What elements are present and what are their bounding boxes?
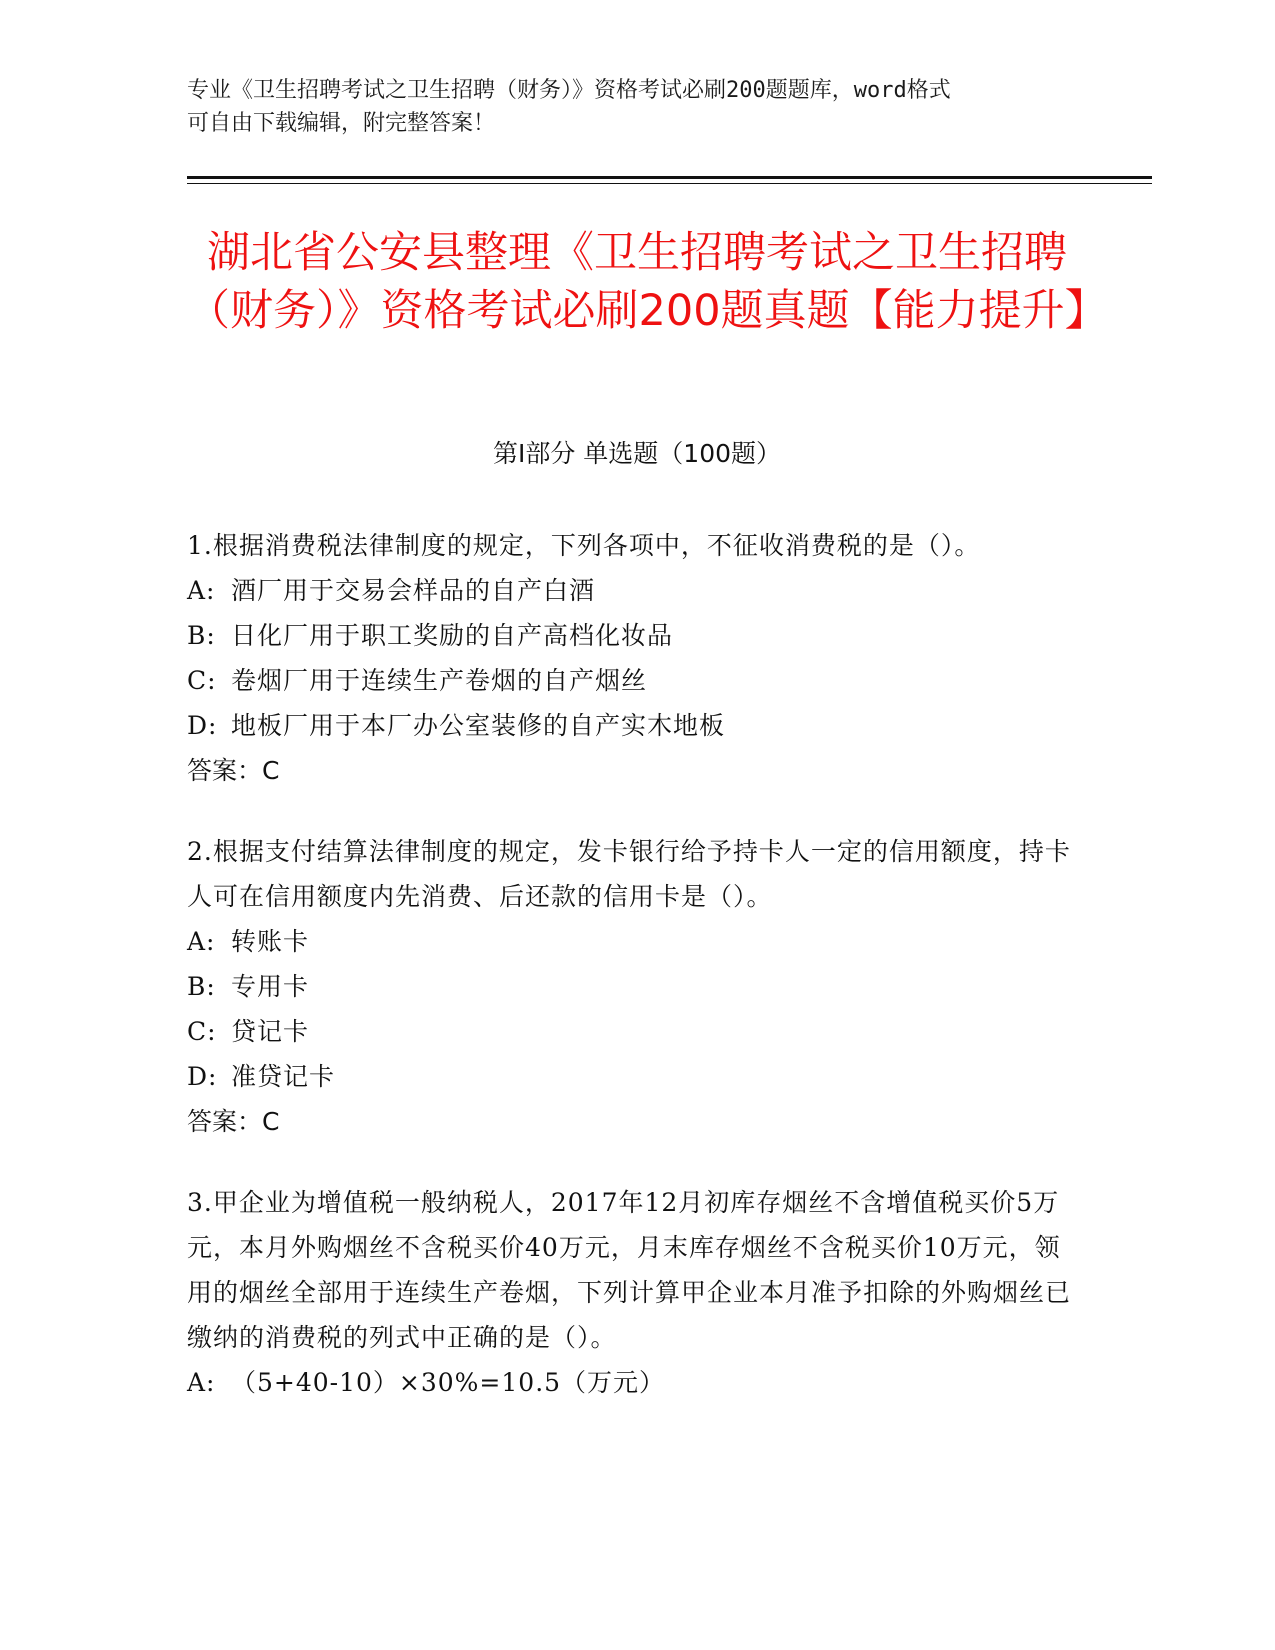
option-text: 地板厂用于本厂办公室装修的自产实木地板 xyxy=(231,711,726,740)
option-text: 专用卡 xyxy=(231,972,310,1001)
option-text: 准贷记卡 xyxy=(231,1062,336,1091)
option-letter: A: xyxy=(187,1368,216,1397)
answer-text: 答案：C xyxy=(187,756,280,785)
option-c xyxy=(187,1009,1087,1054)
question-stem: 2.根据支付结算法律制度的规定，发卡银行给予持卡人一定的信用额度，持卡人可在信用额度内先消费、后还款的信用卡是（）。 xyxy=(187,837,1071,911)
option-a xyxy=(187,568,1087,613)
option-a xyxy=(187,1360,1087,1405)
header-note-line-1: 专业《卫生招聘考试之卫生招聘（财务）》资格考试必刷200题题库，word格式 xyxy=(187,78,951,103)
option-text: 转账卡 xyxy=(231,927,310,956)
option-letter: D: xyxy=(187,1062,218,1091)
option-text: 酒厂用于交易会样品的自产白酒 xyxy=(231,576,596,605)
header-note xyxy=(187,74,1067,140)
option-letter: B: xyxy=(187,972,216,1001)
question-item xyxy=(187,523,1087,793)
option-a xyxy=(187,919,1087,964)
option-c xyxy=(187,658,1087,703)
option-text: 卷烟厂用于连续生产卷烟的自产烟丝 xyxy=(231,666,648,695)
question-stem: 3.甲企业为增值税一般纳税人，2017年12月初库存烟丝不含增值税买价5万元，本月外购烟丝不含税买价40万元，月末库存烟丝不含税买价10万元，领用的烟丝全部用于连续生产卷烟，下列计算甲企业本月准予扣除的外购烟丝已缴纳的消费税的列式中正确的是（）。 xyxy=(187,1188,1072,1352)
option-letter: C: xyxy=(187,1017,217,1046)
section-heading: 第Ⅰ部分 单选题（100题） xyxy=(492,439,782,468)
option-letter: B: xyxy=(187,621,216,650)
header-divider-thick xyxy=(187,176,1152,179)
option-text: （5+40-10）×30%=10.5（万元） xyxy=(231,1368,666,1397)
option-letter: A: xyxy=(187,927,216,956)
option-text: 贷记卡 xyxy=(231,1017,310,1046)
option-letter: C: xyxy=(187,666,217,695)
option-letter: D: xyxy=(187,711,218,740)
header-divider-thin xyxy=(187,183,1152,184)
answer-text: 答案：C xyxy=(187,1107,280,1136)
question-item xyxy=(187,1180,1087,1405)
option-letter: A: xyxy=(187,576,216,605)
question-item xyxy=(187,829,1087,1144)
question-list xyxy=(187,523,1087,1441)
option-text: 日化厂用于职工奖励的自产高档化妆品 xyxy=(231,621,674,650)
option-d xyxy=(187,703,1087,748)
option-b xyxy=(187,964,1087,1009)
document-title: 湖北省公安县整理《卫生招聘考试之卫生招聘（财务）》资格考试必刷200题真题【能力提升】 xyxy=(187,228,1108,336)
question-stem: 1.根据消费税法律制度的规定，下列各项中，不征收消费税的是（）。 xyxy=(187,531,981,560)
header-note-line-2: 可自由下载编辑，附完整答案！ xyxy=(187,111,496,136)
option-d xyxy=(187,1054,1087,1099)
option-b xyxy=(187,613,1087,658)
